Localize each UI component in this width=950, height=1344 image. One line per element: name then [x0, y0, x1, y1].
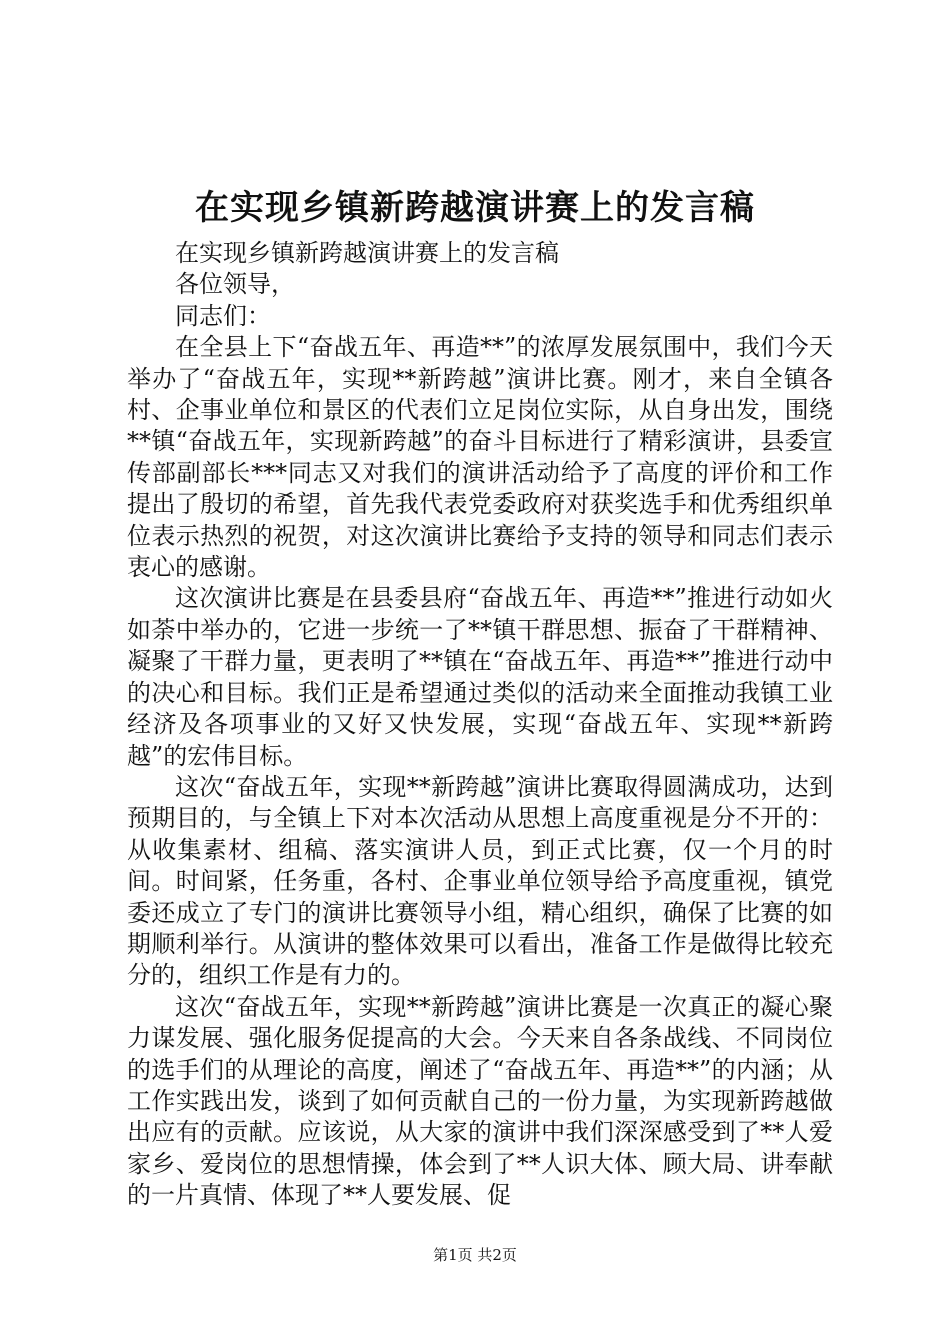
document-title: 在实现乡镇新跨越演讲赛上的发言稿 [195, 188, 755, 228]
page-footer: 第1页 共2页 [433, 1246, 517, 1264]
paragraph-salutation-comrades: 同志们： [175, 301, 271, 330]
paragraph-body-1: 在全县上下“奋战五年、再造**”的浓厚发展氛围中，我们今天举办了“奋战五年，实现**新跨越”演讲比赛。刚才，来自全镇各村、企事业单位和景区的代表们立足岗位实际，从自身出发，围绕**镇“奋战五年，实现新跨越”的奋斗目标进行了精彩演讲，县委宣传部副部长***同志又对我们的演讲活动给予了高度的评价和工作提出了殷切的希望，首先我代表党委政府对获奖选手和优秀组织单位表示热烈的祝贺，对这次演讲比赛给予支持的领导和同志们表示衷心的感谢。 [127, 333, 833, 582]
paragraph-body-2: 这次演讲比赛是在县委县府“奋战五年、再造**”推进行动如火如荼中举办的，它进一步统一了**镇干群思想、振奋了干群精神、凝聚了干群力量，更表明了**镇在“奋战五年、再造**”推进行动中的决心和目标。我们正是希望通过类似的活动来全面推动我镇工业经济及各项事业的又好又快发展，实现“奋战五年、实现**新跨越”的宏伟目标。 [127, 584, 833, 770]
paragraph-subtitle: 在实现乡镇新跨越演讲赛上的发言稿 [175, 239, 559, 267]
paragraph-body-3: 这次“奋战五年，实现**新跨越”演讲比赛取得圆满成功，达到预期目的，与全镇上下对本次活动从思想上高度重视是分不开的：从收集素材、组稿、落实演讲人员，到正式比赛，仅一个月的时间。时间紧，任务重，各村、企事业单位领导给予高度重视，镇党委还成立了专门的演讲比赛领导小组，精心组织，确保了比赛的如期顺利举行。从演讲的整体效果可以看出，准备工作是做得比较充分的，组织工作是有力的。 [127, 772, 833, 990]
paragraph-body-4: 这次“奋战五年，实现**新跨越”演讲比赛是一次真正的凝心聚力谋发展、强化服务促提高的大会。今天来自各条战线、不同岗位的选手们的从理论的高度，阐述了“奋战五年、再造**”的内涵；从工作实践出发，谈到了如何贡献自己的一份力量，为实现新跨越做出应有的贡献。应该说，从大家的演讲中我们深深感受到了**人爱家乡、爱岗位的思想情操，体会到了**人识大体、顾大局、讲奉献的一片真情、体现了**人要发展、促 [127, 992, 833, 1210]
paragraph-salutation-leaders: 各位领导， [175, 270, 295, 299]
document-body [127, 238, 833, 1212]
